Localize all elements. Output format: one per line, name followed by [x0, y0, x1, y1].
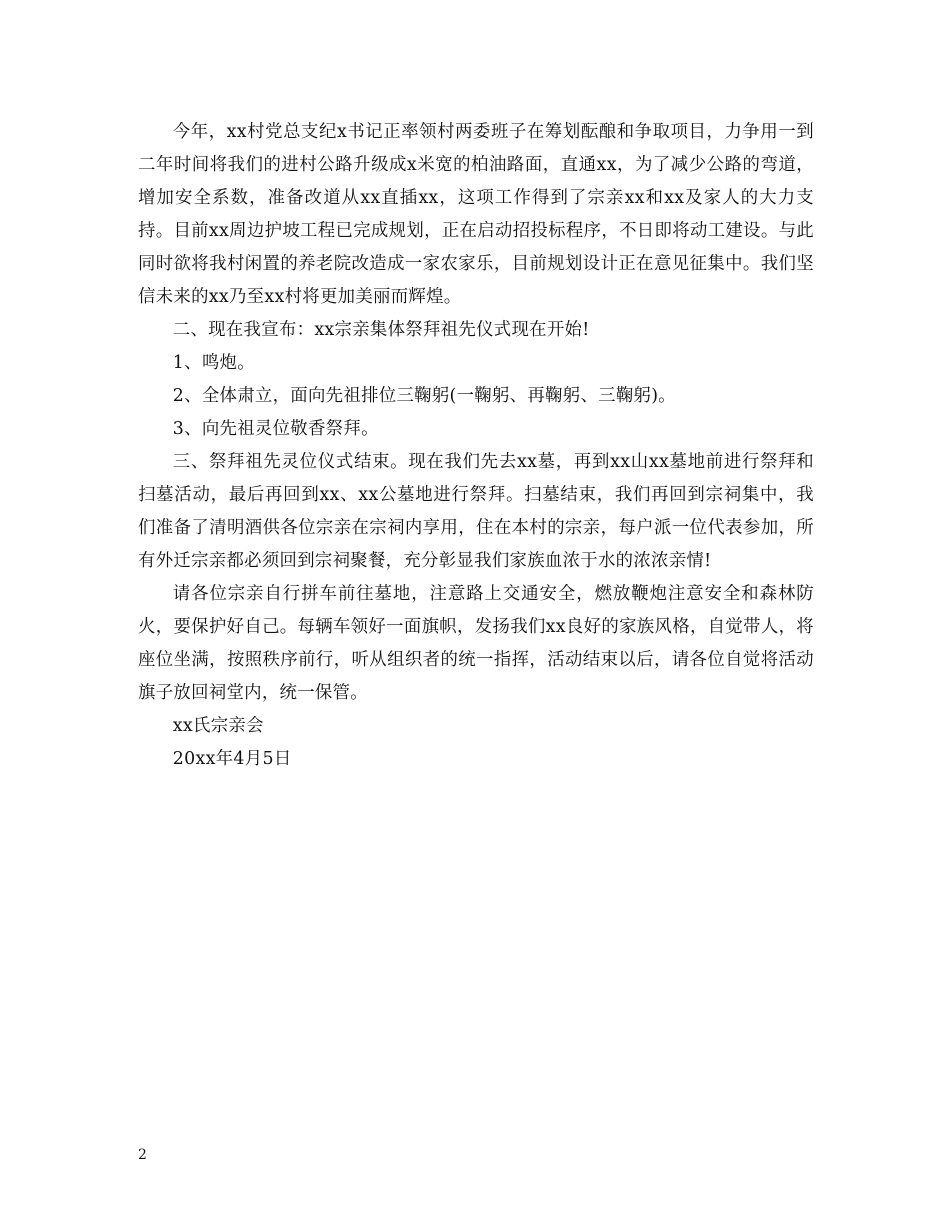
document-body — [138, 116, 814, 776]
paragraph-ceremony-end: 三、祭拜祖先灵位仪式结束。现在我们先去xx墓，再到xx山xx墓地前进行祭拜和扫墓活动，最后再回到xx、xx公墓地进行祭拜。扫墓结束，我们再回到宗祠集中，我们准备了清明酒供各位宗亲在宗祠内享用，住在本村的宗亲，每户派一位代表参加，所有外迁宗亲都必须回到宗祠聚餐，充分彰显我们家族血浓于水的浓浓亲情! — [138, 452, 814, 571]
step-firecrackers: 1、鸣炮。 — [172, 353, 255, 373]
step-bow: 2、全体肃立，面向先祖排位三鞠躬(一鞠躬、再鞠躬、三鞠躬)。 — [172, 386, 676, 406]
paragraph-announcement: 二、现在我宣布：xx宗亲集体祭拜祖先仪式现在开始! — [172, 320, 590, 340]
signature-org: xx氏宗亲会 — [172, 716, 264, 736]
page-number: 2 — [138, 1147, 147, 1163]
signature-date: 20xx年4月5日 — [172, 749, 292, 769]
step-incense: 3、向先祖灵位敬香祭拜。 — [172, 419, 379, 439]
paragraph-safety-notice: 请各位宗亲自行拼车前往墓地，注意路上交通安全，燃放鞭炮注意安全和森林防火，要保护好自己。每辆车领好一面旗帜，发扬我们xx良好的家族风格，自觉带人，将座位坐满，按照秩序前行，听从组织者的统一指挥，活动结束以后，请各位自觉将活动旗子放回祠堂内，统一保管。 — [138, 584, 814, 703]
paragraph-plans: 今年，xx村党总支纪x书记正率领村两委班子在筹划酝酿和争取项目，力争用一到二年时间将我们的进村公路升级成x米宽的柏油路面，直通xx，为了减少公路的弯道，增加安全系数，准备改道从xx直插xx，这项工作得到了宗亲xx和xx及家人的大力支持。目前xx周边护坡工程已完成规划，正在启动招投标程序，不日即将动工建设。与此同时欲将我村闲置的养老院改造成一家农家乐，目前规划设计正在意见征集中。我们坚信未来的xx乃至xx村将更加美丽而辉煌。 — [138, 122, 814, 307]
